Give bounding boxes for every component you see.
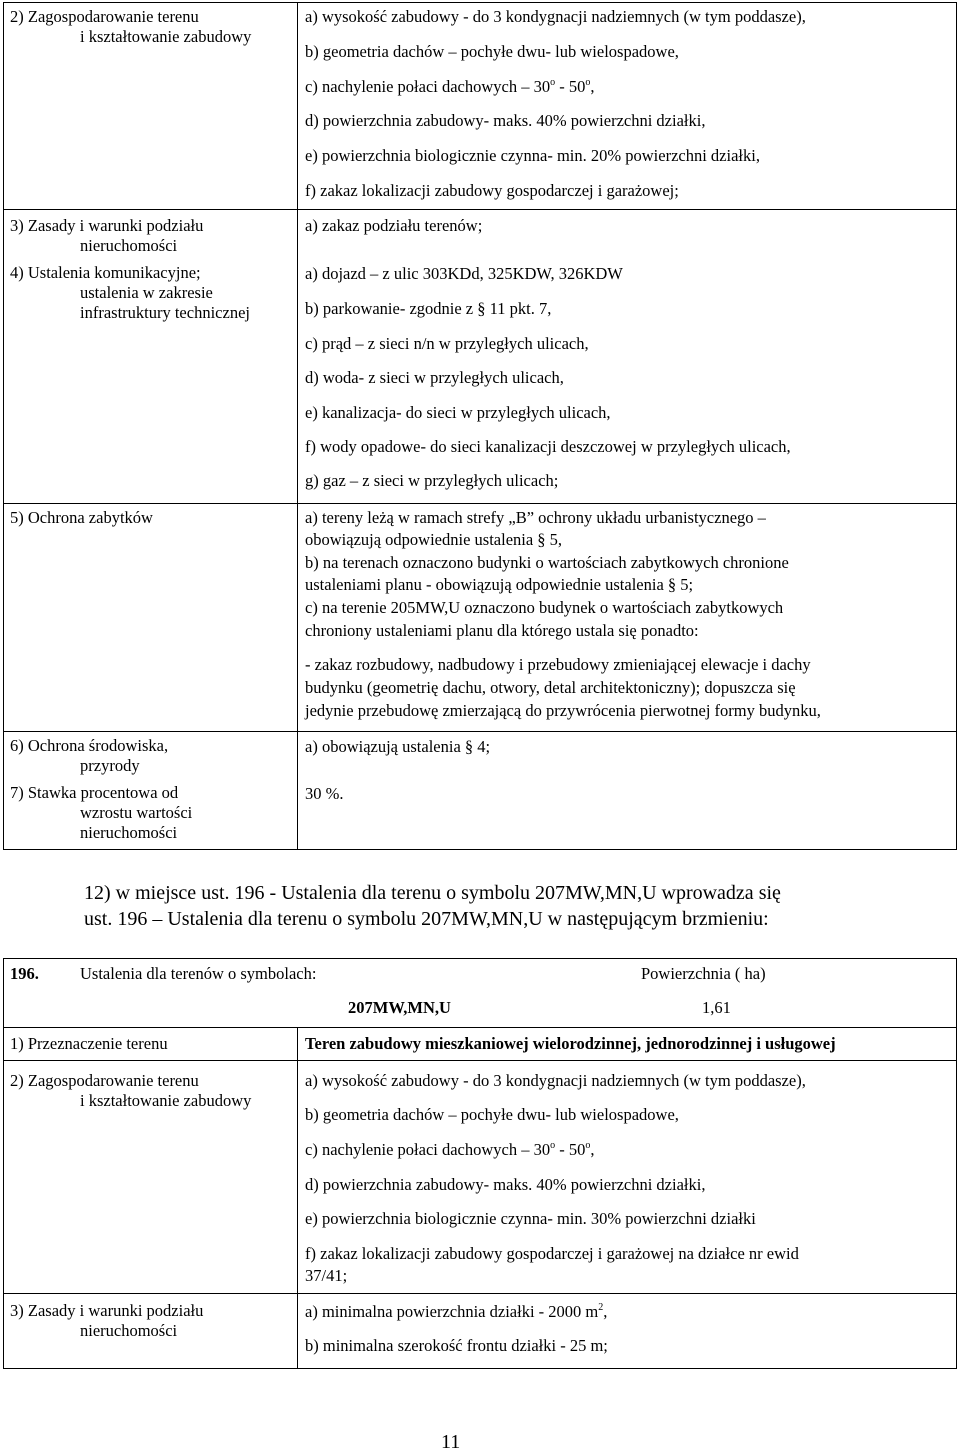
amendment-line-2: ust. 196 – Ustalenia dla terenu o symbolu 207MW,MN,U w następującym brzmieniu: xyxy=(84,908,769,930)
amendment-line-1: 12) w miejsce ust. 196 - Ustalenia dla terenu o symbolu 207MW,MN,U wprowadza się xyxy=(84,882,781,904)
t1-row4-item-d: d) woda- z sieci w przyległych ulicach, xyxy=(305,368,564,387)
t1-row3-label: 3) Zasady i warunki podziału nieruchomości xyxy=(10,216,204,256)
t2-row3-item-b: b) minimalna szerokość frontu działki - 25 m; xyxy=(305,1336,608,1355)
t1-row6-label: 6) Ochrona środowiska, przyrody xyxy=(10,736,169,776)
t2-row2-item-b: b) geometria dachów – pochyłe dwu- lub wielospadowe, xyxy=(305,1105,679,1124)
t2-row3-item-a: a) minimalna powierzchnia działki - 2000 $m^2$, xyxy=(305,1302,608,1321)
t1-row6-item-a: a) obowiązują ustalenia § 4; xyxy=(305,737,491,756)
t2-header-title: Ustalenia dla terenów o symbolach: xyxy=(80,964,317,983)
t2-row2-item-a: a) wysokość zabudowy - do 3 kondygnacji nadziemnych (w tym poddasze), xyxy=(305,1071,806,1090)
t1-row2-item-a: a) wysokość zabudowy - do 3 kondygnacji nadziemnych (w tym poddasze), xyxy=(305,7,806,26)
t1-row7-value: 30 %. xyxy=(305,784,344,803)
t1-row5-item-c: c) na terenie 205MW,U oznaczono budynek o wartościach zabytkowych xyxy=(305,598,784,617)
t2-row2-label: 2) Zagospodarowanie terenu i kształtowanie zabudowy xyxy=(10,1071,252,1111)
t1-row4-item-g: g) gaz – z sieci w przyległych ulicach; xyxy=(305,471,559,490)
t2-row3-label: 3) Zasady i warunki podziału nieruchomości xyxy=(10,1301,204,1341)
t1-row4-item-f: f) wody opadowe- do sieci kanalizacji deszczowej w przyległych ulicach, xyxy=(305,437,791,456)
t1-row2-item-e: e) powierzchnia biologicznie czynna- min. 20% powierzchni działki, xyxy=(305,146,760,165)
t1-row7-label: 7) Stawka procentowa od wzrostu wartości nieruchomości xyxy=(10,783,193,843)
t2-symbol: 207MW,MN,U xyxy=(348,998,451,1017)
t1-row4-label: 4) Ustalenia komunikacyjne; ustalenia w zakresie infrastruktury technicznej xyxy=(10,263,250,323)
t2-row2-item-f: f) zakaz lokalizacji zabudowy gospodarczej i garażowej na działce nr ewid xyxy=(305,1244,799,1263)
t1-row2-item-b: b) geometria dachów – pochyłe dwu- lub wielospadowe, xyxy=(305,42,679,61)
t2-area-label: Powierzchnia ( ha) xyxy=(641,964,766,983)
t1-row5-item-a: a) tereny leżą w ramach strefy „B” ochrony układu urbanistycznego – xyxy=(305,508,766,527)
t1-row5-item-c-cont: chroniony ustaleniami planu dla którego ustala się ponadto: xyxy=(305,621,699,640)
t1-row4-item-a: a) dojazd – z ulic 303KDd, 325KDW, 326KDW xyxy=(305,264,623,283)
t1-row3-item-a: a) zakaz podziału terenów; xyxy=(305,216,483,235)
t1-row4-item-c: c) prąd – z sieci n/n w przyległych ulicach, xyxy=(305,334,589,353)
t1-row4-item-b: b) parkowanie- zgodnie z § 11 pkt. 7, xyxy=(305,299,552,318)
t1-row5-label: 5) Ochrona zabytków xyxy=(10,508,153,527)
t1-row5-item-dash-cont2: jedynie przebudowę zmierzającą do przywrócenia pierwotnej formy budynku, xyxy=(305,701,821,720)
page-number: 11 xyxy=(441,1431,461,1453)
t1-row2-item-f: f) zakaz lokalizacji zabudowy gospodarczej i garażowej; xyxy=(305,181,679,200)
t2-area-value: 1,61 xyxy=(702,998,731,1017)
t1-row2-label: 2) Zagospodarowanie terenu i kształtowanie zabudowy xyxy=(10,7,252,47)
t1-row5-item-a-cont: obowiązują odpowiednie ustalenia § 5, xyxy=(305,530,563,549)
t1-row4-item-e: e) kanalizacja- do sieci w przyległych ulicach, xyxy=(305,403,611,422)
t2-row2-item-d: d) powierzchnia zabudowy- maks. 40% powierzchni działki, xyxy=(305,1175,706,1194)
t2-section-number: 196. xyxy=(10,964,39,983)
t1-row5-item-b-cont: ustaleniami planu - obowiązują odpowiednie ustalenia § 5; xyxy=(305,575,694,594)
t2-row2-item-c: c) nachylenie połaci dachowych – 30$^o$ - 50$^o$, xyxy=(305,1140,595,1159)
t1-row5-item-dash-cont1: budynku (geometrię dachu, otwory, detal architektoniczny); dopuszcza się xyxy=(305,678,796,697)
t1-row5-item-dash: - zakaz rozbudowy, nadbudowy i przebudowy zmieniającej elewacje i dachy xyxy=(305,655,811,674)
t2-row2-item-e: e) powierzchnia biologicznie czynna- min. 30% powierzchni działki xyxy=(305,1209,756,1228)
t1-row2-item-d: d) powierzchnia zabudowy- maks. 40% powierzchni działki, xyxy=(305,111,706,130)
t1-row5-item-b: b) na terenach oznaczono budynki o wartościach zabytkowych chronione xyxy=(305,553,789,572)
t2-row2-item-f-cont: 37/41; xyxy=(305,1266,348,1285)
t1-row2-item-c: c) nachylenie połaci dachowych – 30$^o$ - 50$^o$, xyxy=(305,77,595,96)
t2-row1-label: 1) Przeznaczenie terenu xyxy=(10,1034,168,1053)
t2-row1-purpose: Teren zabudowy mieszkaniowej wielorodzinnej, jednorodzinnej i usługowej xyxy=(305,1034,836,1053)
